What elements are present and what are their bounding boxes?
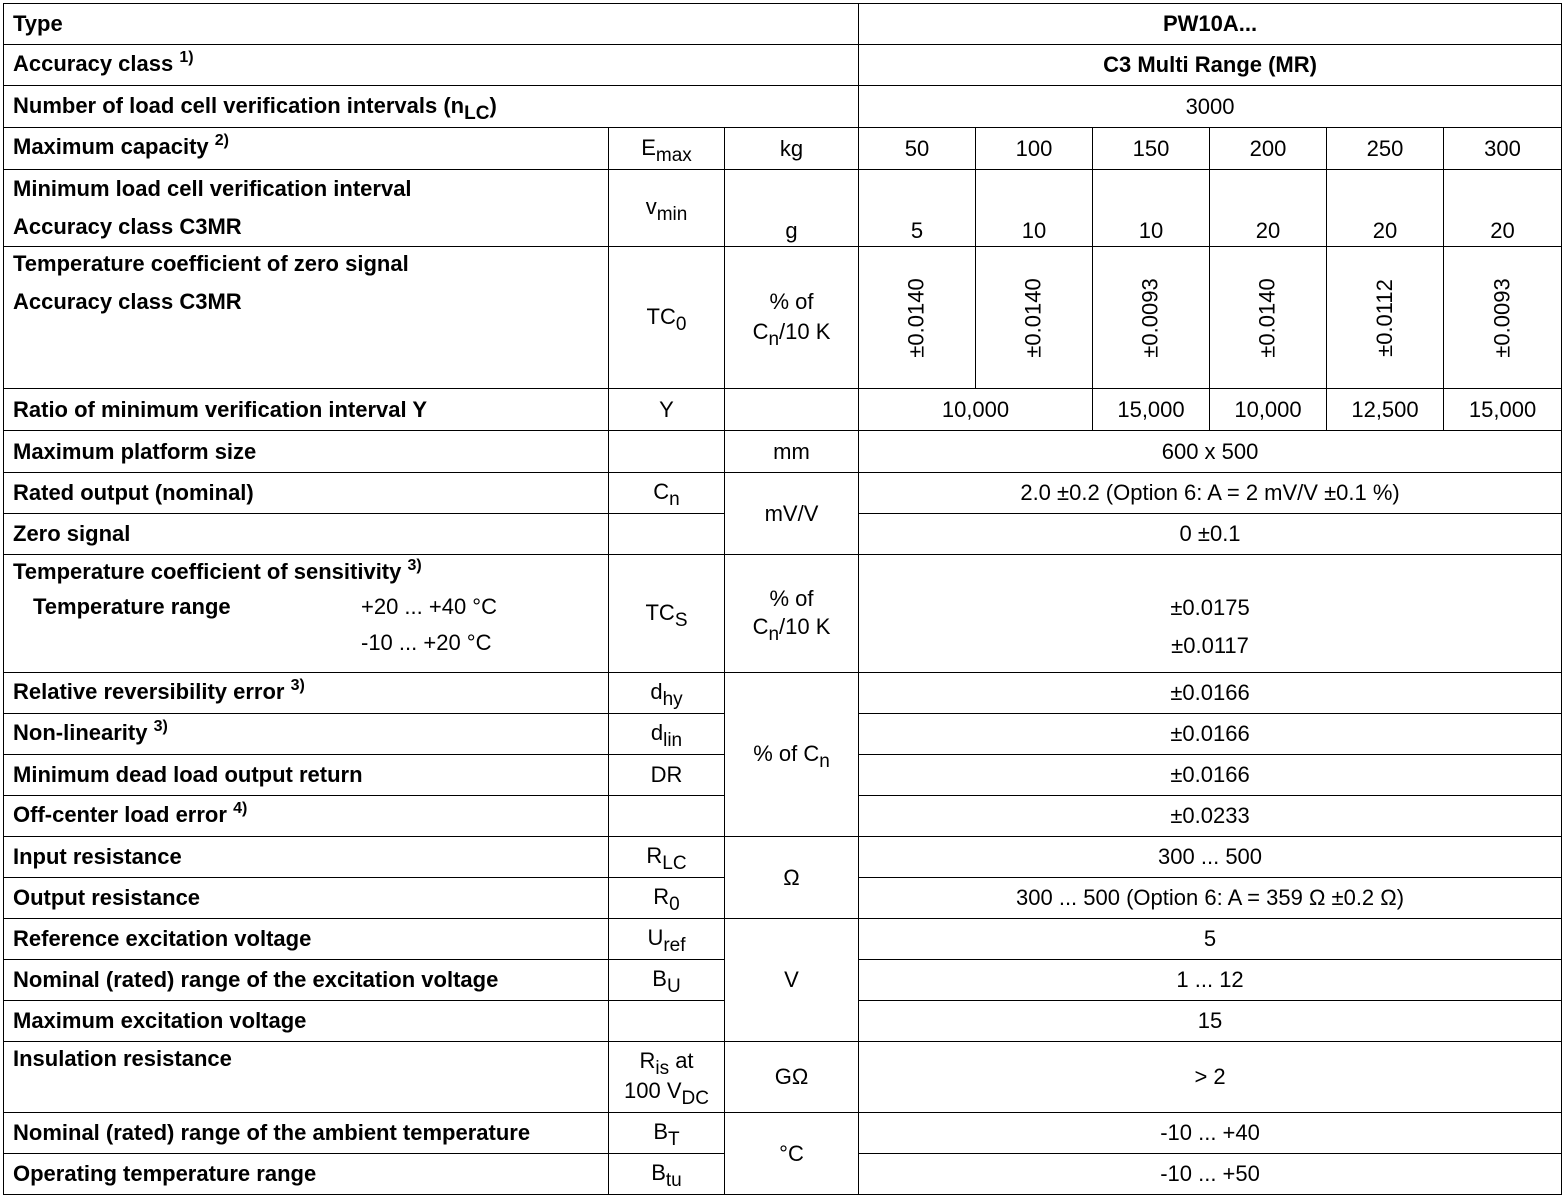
specifications-table bbox=[3, 3, 1562, 1195]
platform-size-value: 600 x 500 bbox=[859, 431, 1562, 473]
zero-signal-symbol bbox=[609, 514, 725, 555]
rated-output-label: Rated output (nominal) bbox=[4, 473, 609, 514]
tc-zero-value: ±0.0093 bbox=[1093, 247, 1210, 389]
output-resistance-label: Output resistance bbox=[4, 878, 609, 919]
reversibility-error-label: Relative reversibility error $^{3)}$ bbox=[4, 673, 609, 714]
reference-voltage-value: 5 bbox=[859, 919, 1562, 960]
reversibility-error-value: ±0.0166 bbox=[859, 673, 1562, 714]
maximum-capacity-unit: kg bbox=[725, 128, 859, 170]
tc-zero-value: ±0.0112 bbox=[1327, 247, 1444, 389]
rated-output-symbol: Cn bbox=[609, 473, 725, 514]
ambient-temperature-value: -10 ... +40 bbox=[859, 1113, 1562, 1154]
tc-zero-symbol: TC0 bbox=[609, 247, 725, 389]
insulation-resistance-value: > 2 bbox=[859, 1042, 1562, 1113]
row-rated-output bbox=[4, 473, 1562, 514]
non-linearity-label: Non-linearity $^{3)}$ bbox=[4, 714, 609, 755]
non-linearity-symbol: dlin bbox=[609, 714, 725, 755]
ambient-temperature-symbol: BT bbox=[609, 1113, 725, 1154]
row-tc-sensitivity bbox=[4, 555, 1562, 673]
maximum-excitation-symbol bbox=[609, 1001, 725, 1042]
excitation-range-value: 1 ... 12 bbox=[859, 960, 1562, 1001]
maximum-capacity-symbol: Emax bbox=[609, 128, 725, 170]
row-ambient-temperature bbox=[4, 1113, 1562, 1154]
row-reference-voltage bbox=[4, 919, 1562, 960]
reversibility-error-symbol: dhy bbox=[609, 673, 725, 714]
vmin-value: 10 bbox=[1093, 170, 1210, 247]
ratio-y-value: 10,000 bbox=[859, 389, 1093, 431]
vmin-unit: g bbox=[725, 170, 859, 247]
celsius-unit: °C bbox=[725, 1113, 859, 1195]
temperature-range-1: +20 ... +40 °C bbox=[361, 594, 497, 619]
type-value: PW10A... bbox=[859, 4, 1562, 45]
excitation-range-symbol: BU bbox=[609, 960, 725, 1001]
temperature-range-2: -10 ... +20 °C bbox=[361, 630, 492, 655]
row-ratio-y bbox=[4, 389, 1562, 431]
off-center-error-value: ±0.0233 bbox=[859, 796, 1562, 837]
reference-voltage-label: Reference excitation voltage bbox=[4, 919, 609, 960]
row-input-resistance bbox=[4, 837, 1562, 878]
tc-sensitivity-symbol: TCS bbox=[609, 555, 725, 673]
vmin-value: 20 bbox=[1444, 170, 1562, 247]
capacity-value: 100 bbox=[976, 128, 1093, 170]
footnote-marker: 3) bbox=[407, 557, 422, 574]
temperature-range-label: Temperature range +20 ... +40 °C bbox=[33, 594, 497, 619]
platform-size-symbol bbox=[609, 431, 725, 473]
maximum-capacity-label: Maximum capacity $^{2)}$ bbox=[4, 128, 609, 170]
capacity-value: 200 bbox=[1210, 128, 1327, 170]
volt-unit: V bbox=[725, 919, 859, 1042]
operating-temperature-symbol: Btu bbox=[609, 1154, 725, 1195]
accuracy-class-value: C3 Multi Range (MR) bbox=[859, 45, 1562, 86]
reference-voltage-symbol: Uref bbox=[609, 919, 725, 960]
output-resistance-value: 300 ... 500 (Option 6: A = 359 Ω ±0.2 Ω) bbox=[859, 878, 1562, 919]
excitation-range-label: Nominal (rated) range of the excitation voltage bbox=[4, 960, 609, 1001]
tc-zero-value: ±0.0140 bbox=[859, 247, 976, 389]
row-reversibility-error bbox=[4, 673, 1562, 714]
maximum-excitation-value: 15 bbox=[859, 1001, 1562, 1042]
footnote-marker: 1) bbox=[179, 48, 194, 66]
ratio-y-value: 15,000 bbox=[1093, 389, 1210, 431]
platform-size-unit: mm bbox=[725, 431, 859, 473]
operating-temperature-value: -10 ... +50 bbox=[859, 1154, 1562, 1195]
ratio-y-value: 12,500 bbox=[1327, 389, 1444, 431]
verification-intervals-value: 3000 bbox=[859, 86, 1562, 128]
tc-zero-value: ±0.0140 bbox=[976, 247, 1093, 389]
capacity-value: 50 bbox=[859, 128, 976, 170]
ratio-y-label: Ratio of minimum verification interval Y bbox=[4, 389, 609, 431]
footnote-marker: 3) bbox=[153, 717, 168, 735]
row-minimum-verification-interval bbox=[4, 170, 1562, 247]
off-center-error-symbol bbox=[609, 796, 725, 837]
insulation-resistance-symbol: Ris at 100 VDC bbox=[609, 1042, 725, 1113]
maximum-excitation-label: Maximum excitation voltage bbox=[4, 1001, 609, 1042]
input-resistance-value: 300 ... 500 bbox=[859, 837, 1562, 878]
row-accuracy-class bbox=[4, 45, 1562, 86]
percent-of-cn-unit: % of Cn bbox=[725, 673, 859, 837]
output-resistance-symbol: R0 bbox=[609, 878, 725, 919]
ambient-temperature-label: Nominal (rated) range of the ambient temperature bbox=[4, 1113, 609, 1154]
insulation-resistance-label: Insulation resistance bbox=[4, 1042, 609, 1113]
capacity-value: 300 bbox=[1444, 128, 1562, 170]
mv-per-v-unit: mV/V bbox=[725, 473, 859, 555]
ratio-y-value: 15,000 bbox=[1444, 389, 1562, 431]
dead-load-return-value: ±0.0166 bbox=[859, 755, 1562, 796]
row-tc-zero bbox=[4, 247, 1562, 389]
footnote-marker: 4) bbox=[233, 799, 248, 817]
tc-zero-value: ±0.0093 bbox=[1444, 247, 1562, 389]
capacity-value: 250 bbox=[1327, 128, 1444, 170]
rated-output-value: 2.0 ±0.2 (Option 6: A = 2 mV/V ±0.1 %) bbox=[859, 473, 1562, 514]
vmin-value: 20 bbox=[1210, 170, 1327, 247]
platform-size-label: Maximum platform size bbox=[4, 431, 609, 473]
ratio-y-symbol: Y bbox=[609, 389, 725, 431]
dead-load-return-symbol: DR bbox=[609, 755, 725, 796]
input-resistance-symbol: RLC bbox=[609, 837, 725, 878]
zero-signal-value: 0 ±0.1 bbox=[859, 514, 1562, 555]
input-resistance-label: Input resistance bbox=[4, 837, 609, 878]
operating-temperature-label: Operating temperature range bbox=[4, 1154, 609, 1195]
minimum-verification-interval-label: Minimum load cell verification interval Accuracy class C3MR bbox=[4, 170, 609, 247]
non-linearity-value: ±0.0166 bbox=[859, 714, 1562, 755]
footnote-marker: 2) bbox=[214, 132, 229, 149]
tc-sensitivity-value: ±0.0175 ±0.0117 bbox=[859, 555, 1562, 673]
vmin-value: 10 bbox=[976, 170, 1093, 247]
dead-load-return-label: Minimum dead load output return bbox=[4, 755, 609, 796]
tc-zero-value: ±0.0140 bbox=[1210, 247, 1327, 389]
tc-sensitivity-label: Temperature coefficient of sensitivity $^{3)}$ Temperature range +20 ... +40 °C -10 ... +20 °C bbox=[4, 555, 609, 673]
tc-sensitivity-unit: % of Cn/10 K bbox=[725, 555, 859, 673]
vmin-value: 20 bbox=[1327, 170, 1444, 247]
row-platform-size bbox=[4, 431, 1562, 473]
row-maximum-capacity bbox=[4, 128, 1562, 170]
row-verification-intervals bbox=[4, 86, 1562, 128]
capacity-value: 150 bbox=[1093, 128, 1210, 170]
footnote-marker: 3) bbox=[290, 676, 305, 694]
ohm-unit: Ω bbox=[725, 837, 859, 919]
type-label: Type bbox=[4, 4, 859, 45]
zero-signal-label: Zero signal bbox=[4, 514, 609, 555]
tc-zero-unit: % of Cn/10 K bbox=[725, 247, 859, 389]
row-insulation-resistance bbox=[4, 1042, 1562, 1113]
row-type bbox=[4, 4, 1562, 45]
vmin-value: 5 bbox=[859, 170, 976, 247]
vmin-symbol: vmin bbox=[609, 170, 725, 247]
off-center-error-label: Off-center load error $^{4)}$ bbox=[4, 796, 609, 837]
ratio-y-unit bbox=[725, 389, 859, 431]
verification-intervals-label: Number of load cell verification intervals (nLC) bbox=[4, 86, 859, 128]
gigaohm-unit: GΩ bbox=[725, 1042, 859, 1113]
tc-zero-label: Temperature coefficient of zero signal Accuracy class C3MR bbox=[4, 247, 609, 389]
accuracy-class-label: Accuracy class $^{1)}$ bbox=[4, 45, 859, 86]
ratio-y-value: 10,000 bbox=[1210, 389, 1327, 431]
